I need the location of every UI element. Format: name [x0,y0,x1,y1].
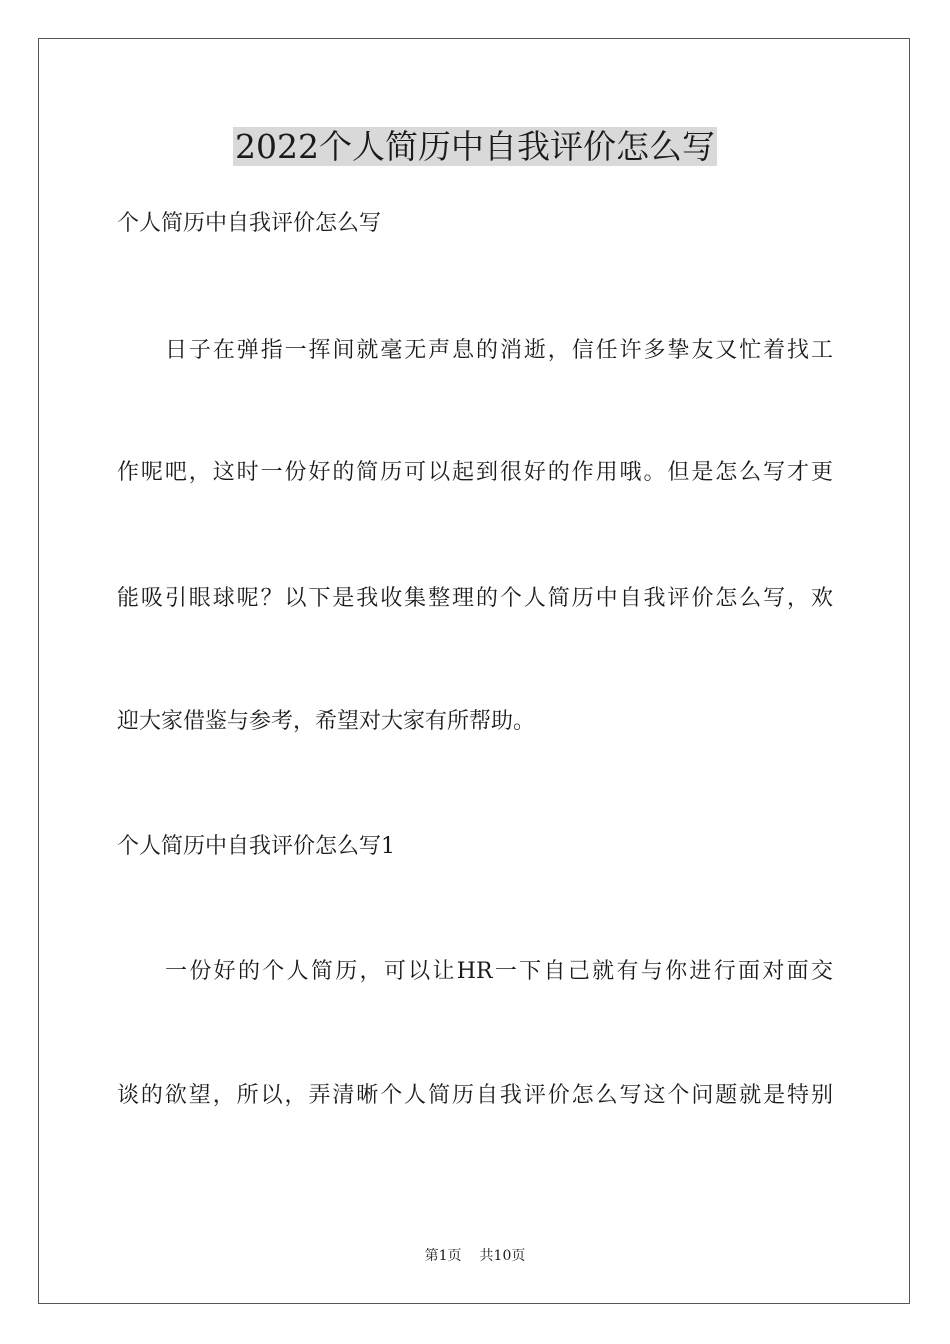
document-title-text: 2022个人简历中自我评价怎么写 [235,127,715,166]
paragraph-line: 日子在弹指一挥间就毫无声息的消逝，信任许多挚友又忙着找工 [165,338,833,363]
paragraph-line: 迎大家借鉴与参考，希望对大家有所帮助。 [117,709,536,734]
paragraph-line: 谈的欲望，所以，弄清晰个人简历自我评价怎么写这个问题就是特别 [117,1083,833,1108]
paragraph-line: 作呢吧，这时一份好的简历可以起到很好的作用哦。但是怎么写才更 [117,460,833,485]
document-title [0,126,950,168]
section-heading: 个人简历中自我评价怎么写1 [117,834,395,859]
page-total: 共10页 [479,1248,526,1264]
paragraph-line: 能吸引眼球呢？以下是我收集整理的个人简历中自我评价怎么写，欢 [117,586,833,611]
page-footer [0,1246,950,1266]
subtitle-line: 个人简历中自我评价怎么写 [117,211,382,236]
page-number: 第1页 [424,1248,462,1264]
paragraph-line: 一份好的个人简历，可以让HR一下自己就有与你进行面对面交 [165,959,833,984]
